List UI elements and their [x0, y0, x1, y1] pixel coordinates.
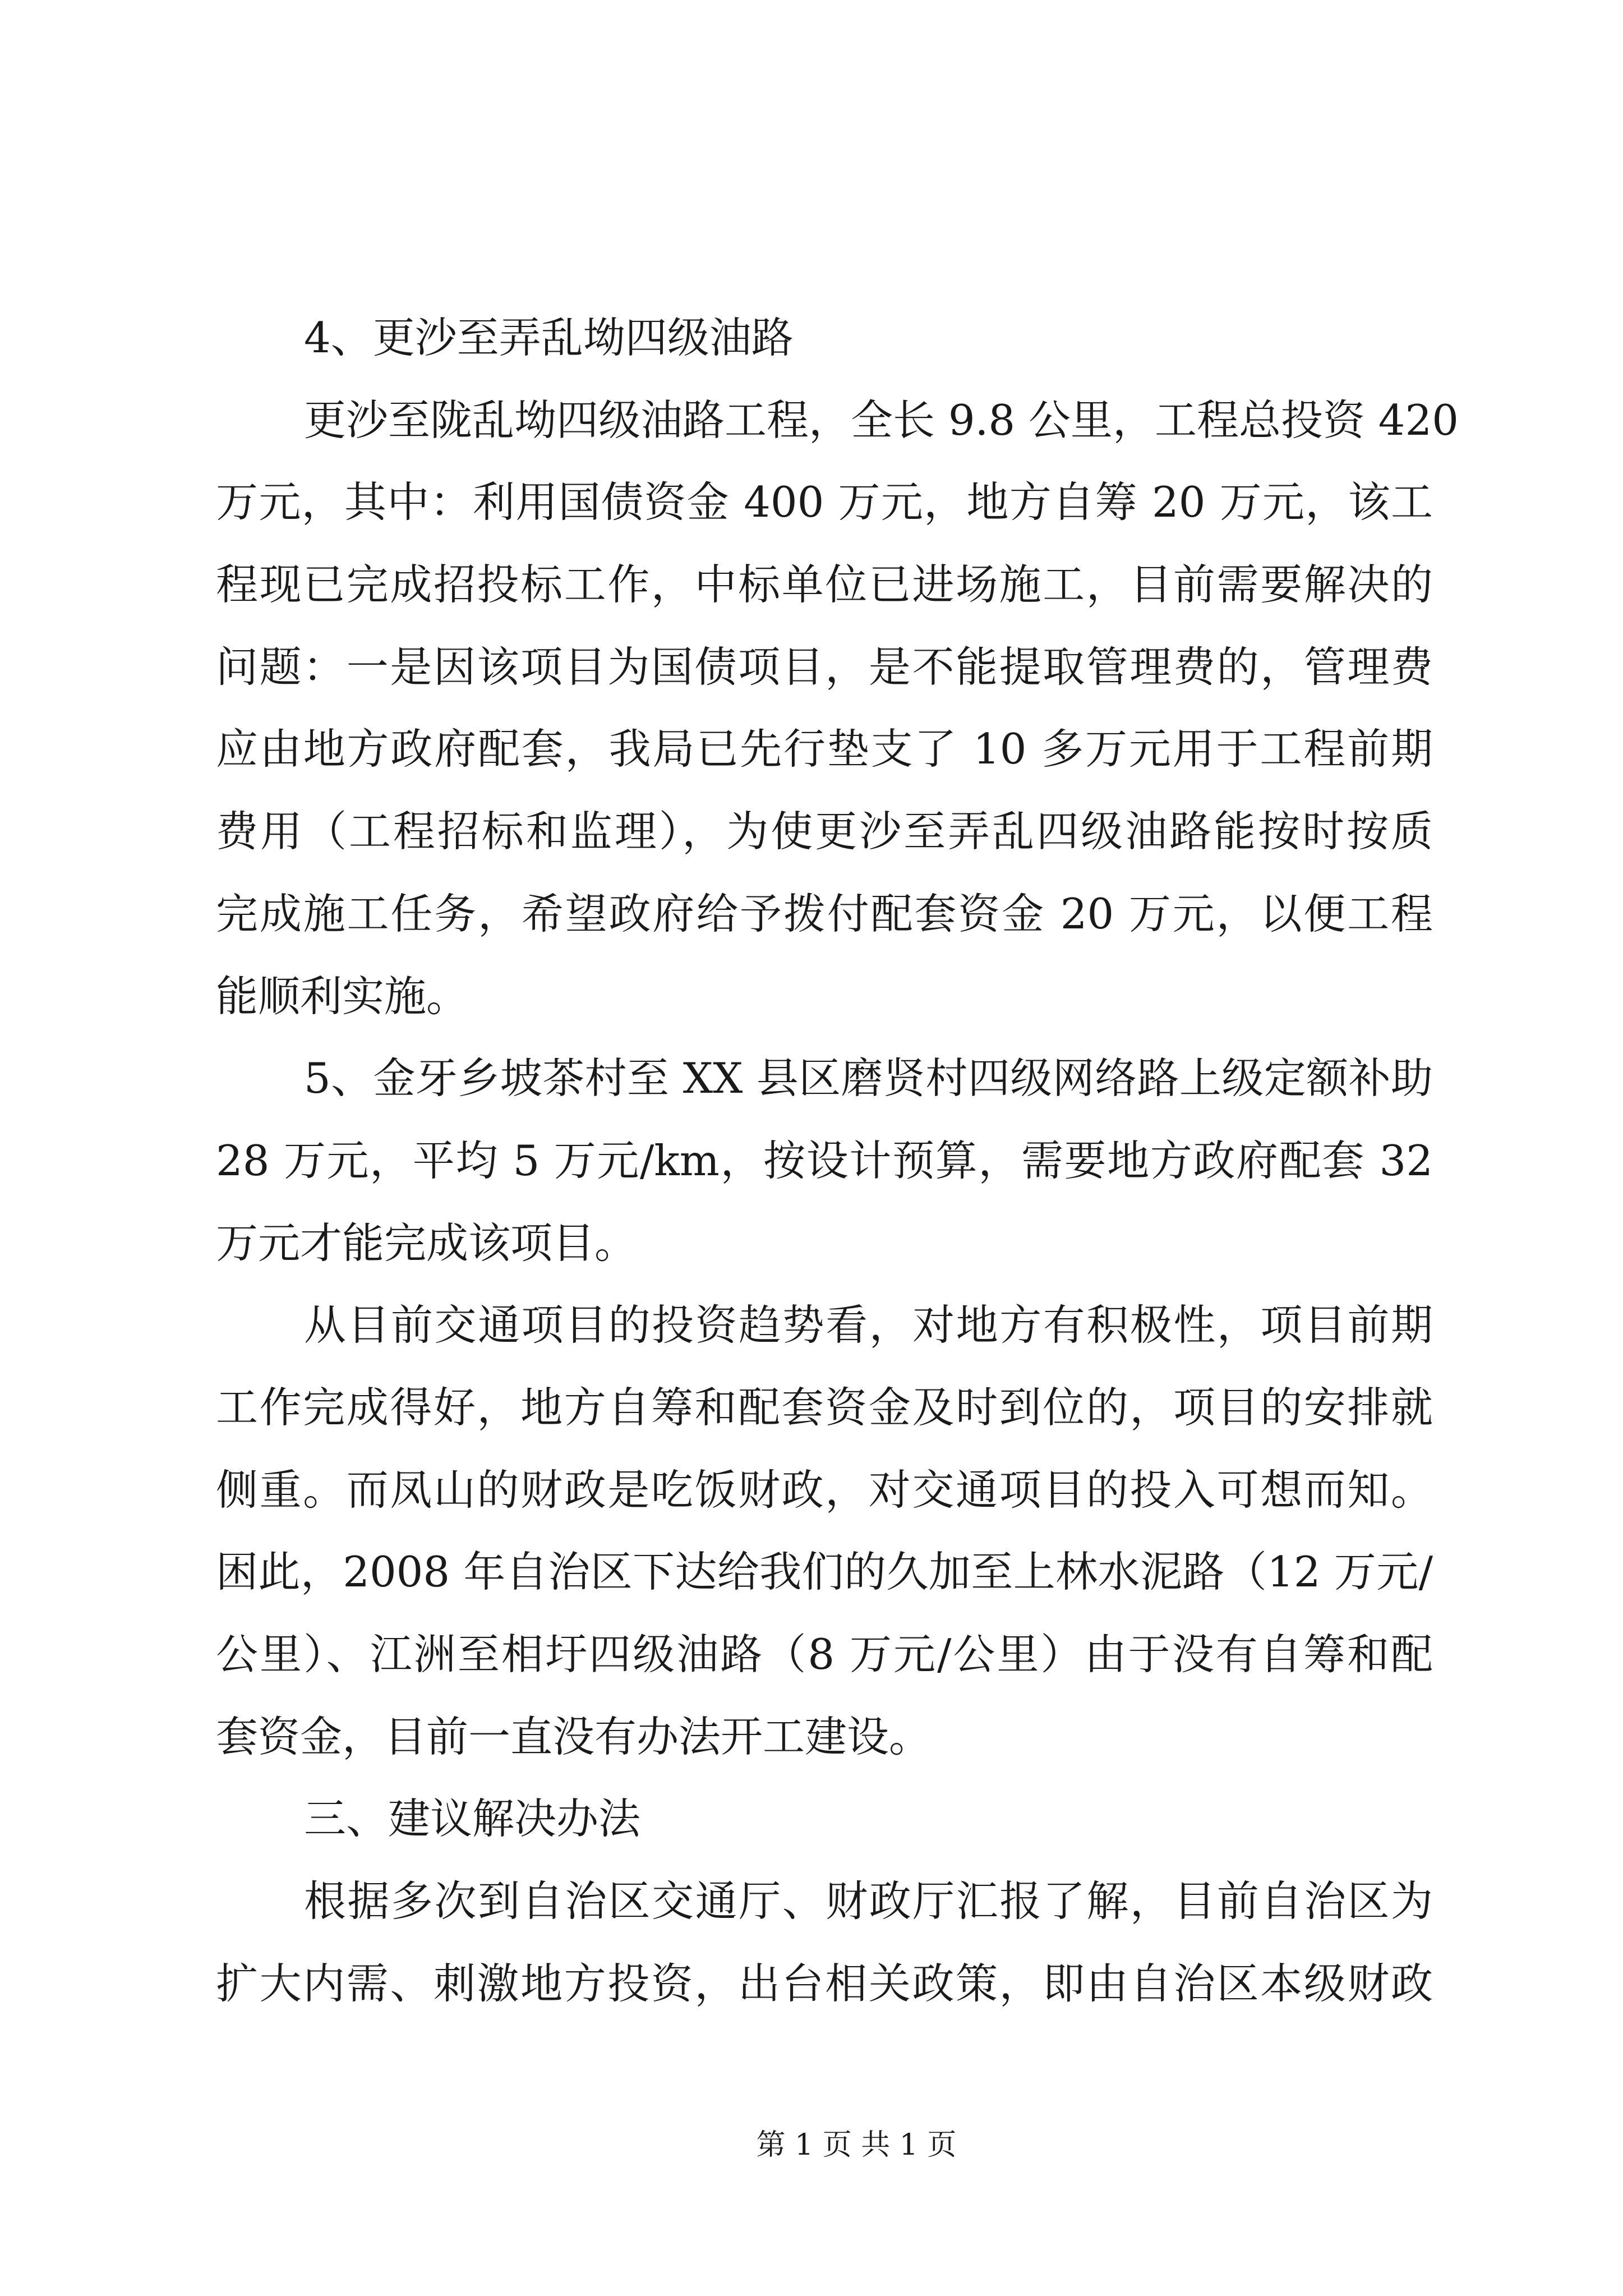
paragraph-line: 困此，2008 年自治区下达给我们的久加至上林水泥路（12 万元/: [216, 1547, 1433, 1597]
paragraph-line: 5、金牙乡坡茶村至 XX 县区磨贤村四级网络路上级定额补助: [304, 1053, 1433, 1103]
paragraph-line: 更沙至陇乱坳四级油路工程，全长 9.8 公里，工程总投资 420: [304, 395, 1459, 445]
page-footer: [688, 2126, 1025, 2164]
paragraph-line: 万元才能完成该项目。: [216, 1218, 637, 1268]
paragraph: [216, 1037, 1433, 1284]
section-heading: [216, 1778, 1433, 1860]
heading-line: 4、更沙至弄乱坳四级油路: [304, 313, 794, 362]
paragraph: [216, 1860, 1433, 2024]
paragraph-line: 费用（工程招标和监理），为使更沙至弄乱四级油路能按时按质: [216, 807, 1433, 857]
paragraph: [216, 379, 1459, 1038]
paragraph: [216, 1284, 1433, 1778]
document-body: [216, 297, 1459, 2024]
paragraph-line: 28 万元，平均 5 万元/km，按设计预算，需要地方政府配套 32: [216, 1135, 1433, 1185]
paragraph-line: 万元，其中：利用国债资金 400 万元，地方自筹 20 万元，该工: [216, 477, 1433, 527]
paragraph-line: 工作完成得好，地方自筹和配套资金及时到位的，项目的安排就: [216, 1382, 1433, 1432]
paragraph-line: 侧重。而凤山的财政是吃饭财政，对交通项目的投入可想而知。: [216, 1465, 1433, 1515]
heading-line: 三、建议解决办法: [304, 1794, 641, 1844]
paragraph-line: 应由地方政府配套，我局已先行垫支了 10 多万元用于工程前期: [216, 724, 1433, 774]
paragraph-line: 套资金，目前一直没有办法开工建设。: [216, 1711, 932, 1761]
paragraph-line: 完成施工任务，希望政府给予拨付配套资金 20 万元，以便工程: [216, 889, 1433, 938]
paragraph-line: 能顺利实施。: [216, 971, 469, 1021]
paragraph-line: 扩大内需、刺激地方投资，出台相关政策，即由自治区本级财政: [216, 1958, 1433, 2008]
paragraph-line: 程现已完成招投标工作，中标单位已进场施工，目前需要解决的: [216, 560, 1433, 610]
paragraph-line: 根据多次到自治区交通厅、财政厅汇报了解，目前自治区为: [304, 1876, 1433, 1926]
paragraph-line: 问题：一是因该项目为国债项目，是不能提取管理费的，管理费: [216, 642, 1433, 692]
page-number: 第 1 页 共 1 页: [756, 2128, 957, 2162]
paragraph-line: 从目前交通项目的投资趋势看，对地方有积极性，项目前期: [304, 1300, 1433, 1350]
section-heading: [216, 297, 1433, 379]
paragraph-line: 公里）、江洲至相圩四级油路（8 万元/公里）由于没有自筹和配: [216, 1630, 1433, 1679]
